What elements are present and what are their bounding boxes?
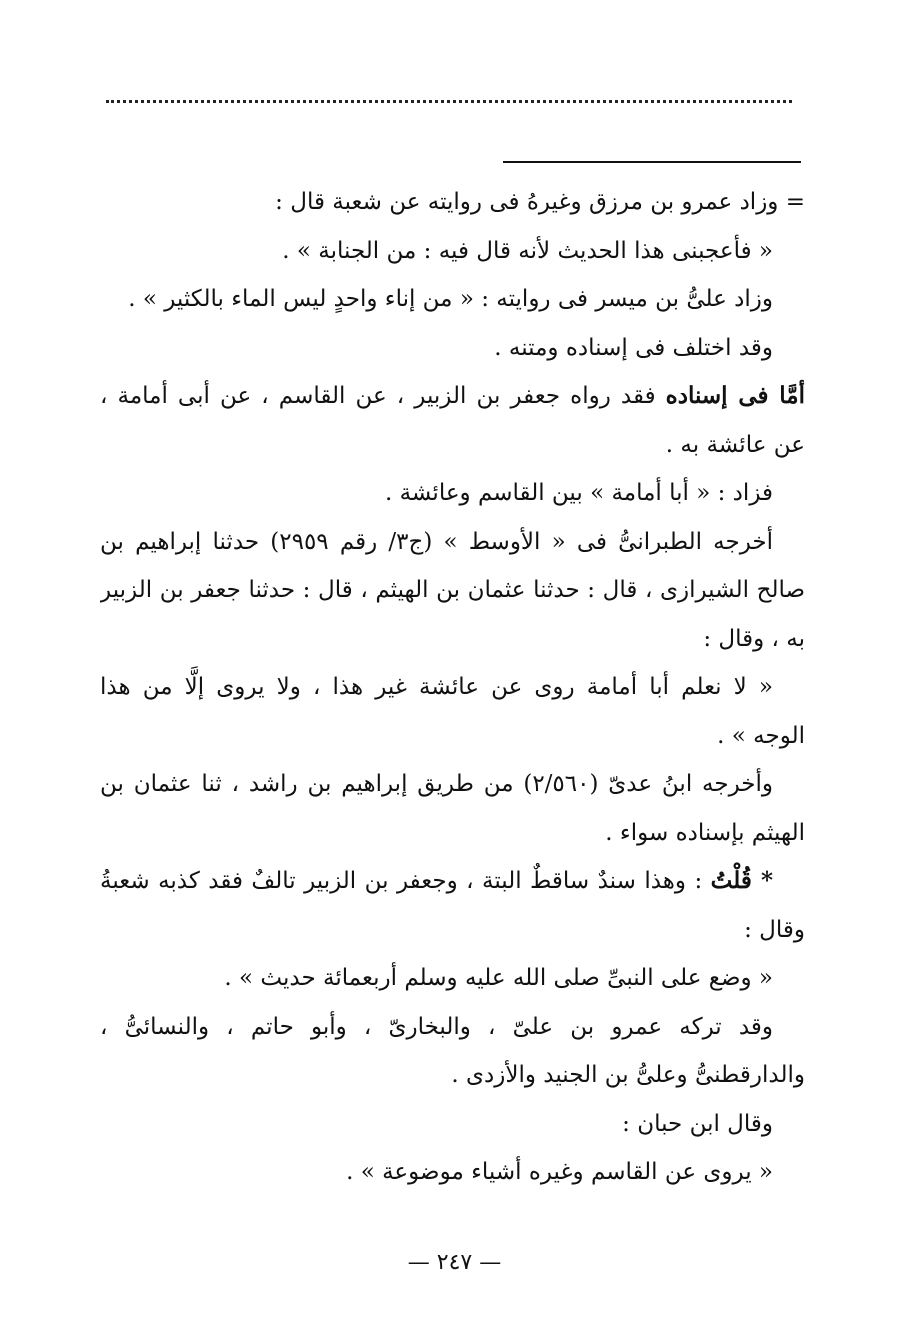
line-text: والدارقطنىُّ وعلىُّ بن الجنيد والأزدى .	[451, 1062, 805, 1088]
line-text: « لا نعلم أبا أمامة روى عن عائشة غير هذا ، ولا يروى إلَّا من هذا	[100, 674, 773, 700]
text-line	[100, 663, 805, 712]
text-line	[100, 324, 805, 373]
line-text: « يروى عن القاسم وغيره أشياء موضوعة » .	[346, 1159, 773, 1185]
footnote-separator	[503, 161, 801, 163]
text-line	[100, 518, 805, 567]
line-text: « فأعجبنى هذا الحديث لأنه قال فيه : من الجنابة » .	[282, 237, 773, 264]
text-line	[100, 275, 805, 324]
text-line	[100, 1003, 805, 1052]
text-line	[100, 469, 805, 518]
text-line	[100, 857, 805, 906]
bold-heading: أمَّا فى إسناده	[665, 382, 805, 409]
line-text: وقد تركه عمرو بن علىّ ، والبخارىّ ، وأبو حاتم ، والنسائىُّ ،	[100, 1013, 773, 1040]
text-line	[100, 1051, 805, 1100]
line-text: به ، وقال :	[703, 625, 805, 652]
text-line	[100, 1100, 805, 1149]
text-line	[100, 1148, 805, 1197]
text-line	[100, 906, 805, 955]
line-text: فقد رواه جعفر بن الزبير ، عن القاسم ، عن أبى أمامة ،	[100, 383, 656, 409]
line-text: « وضع على النبىِّ صلى الله عليه وسلم أربعمائة حديث » .	[224, 965, 773, 991]
line-text: وقال ابن حبان :	[622, 1110, 773, 1137]
text-line	[100, 372, 805, 421]
line-text: وزاد علىُّ بن ميسر فى روايته : « من إناء واحدٍ ليس الماء بالكثير » .	[128, 286, 773, 312]
line-text: فزاد : « أبا أمامة » بين القاسم وعائشة .	[384, 480, 773, 506]
text-line	[100, 954, 805, 1003]
text-line	[100, 227, 805, 276]
line-text: : وهذا سندٌ ساقطٌ البتة ، وجعفر بن الزبير تالفٌ فقد كذبه شعبةُ	[100, 868, 703, 894]
line-text: الهيثم بإسناده سواء .	[605, 819, 805, 846]
bold-heading: * قُلْتُ	[710, 867, 773, 894]
line-text: وقد اختلف فى إسناده ومتنه .	[494, 334, 773, 361]
line-text: وأخرجه ابنُ عدىّ (٢/٥٦٠) من طريق إبراهيم بن راشد ، ثنا عثمان بن	[100, 771, 773, 797]
text-line	[100, 809, 805, 858]
text-line	[100, 178, 805, 227]
text-line	[100, 421, 805, 470]
dotted-separator	[106, 100, 792, 103]
text-line	[100, 712, 805, 761]
line-text: = وزاد عمرو بن مرزق وغيرهُ فى روايته عن شعبة قال :	[275, 189, 805, 215]
line-text: وقال :	[744, 916, 805, 943]
line-text: صالح الشيرازى ، قال : حدثنا عثمان بن الهيثم ، قال : حدثنا جعفر بن الزبير	[100, 577, 805, 603]
line-text: عن عائشة به .	[665, 431, 805, 458]
text-line	[100, 760, 805, 809]
line-text: الوجه » .	[717, 722, 805, 749]
page-body	[100, 178, 805, 1197]
line-text: أخرجه الطبرانىُّ فى « الأوسط » (ج٣/ رقم ٢٩٥٩) حدثنا إبراهيم بن	[100, 528, 774, 555]
text-line	[100, 566, 805, 615]
page-number: — ٢٤٧ —	[407, 1250, 502, 1275]
text-line	[100, 615, 805, 664]
